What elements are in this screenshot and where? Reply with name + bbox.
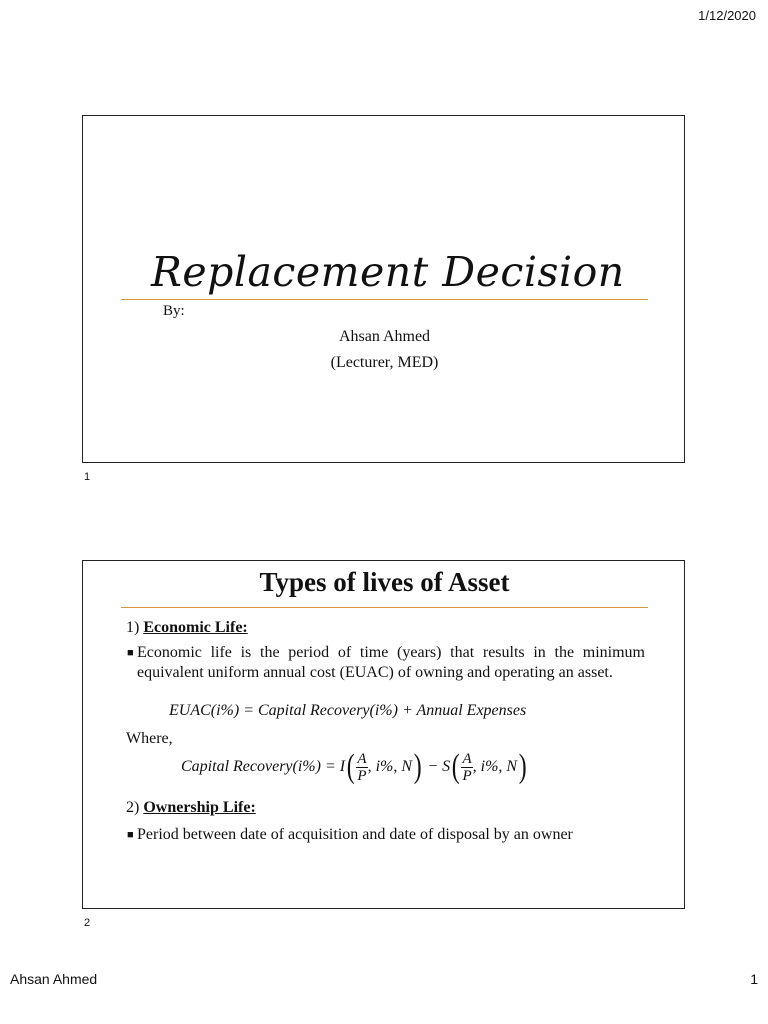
cr-args-1: , i%, N <box>367 758 413 775</box>
slide-1-affiliation: (Lecturer, MED) <box>330 354 439 371</box>
economic-life-bullet <box>127 643 645 683</box>
footer-page-number: 1 <box>750 971 758 987</box>
ownership-life-bullet <box>127 825 645 845</box>
ownership-life-label: Ownership Life: <box>143 799 256 816</box>
slide-2 <box>82 560 685 909</box>
euac-equation: EUAC(i%) = Capital Recovery(i%) + Annual Expenses <box>169 702 527 719</box>
economic-life-text: Economic life is the period of time (years) that results in the minimum equivalent uniform annual cost (EUAC) of owning and operating an asset. <box>137 644 645 681</box>
economic-life-label: Economic Life: <box>143 619 248 636</box>
cr-lhs: Capital Recovery(i%) = I <box>181 758 346 775</box>
cr-frac2-numerator: A <box>462 750 472 767</box>
cr-left-paren-1: ( <box>346 748 355 785</box>
cr-fraction-1 <box>356 751 367 784</box>
slide-2-title: Types of lives of Asset <box>259 567 510 597</box>
cr-minus: − S <box>423 758 451 775</box>
cr-frac1-numerator: A <box>357 750 367 767</box>
slide-1-by-label: By: <box>163 303 185 319</box>
bullet-square-icon: ■ <box>127 829 134 841</box>
capital-recovery-equation <box>181 747 528 787</box>
slide-2-title-rule <box>121 607 648 608</box>
bullet-square-icon: ■ <box>127 647 134 659</box>
footer-author: Ahsan Ahmed <box>10 971 98 987</box>
where-label: Where, <box>126 730 173 747</box>
economic-life-number: 1) <box>126 619 140 636</box>
ownership-life-heading <box>126 798 256 818</box>
ownership-life-number: 2) <box>126 799 140 816</box>
slide-1-number: 1 <box>84 471 91 483</box>
cr-args-2: , i%, N <box>472 758 518 775</box>
cr-right-paren-1: ) <box>413 748 422 785</box>
slide-1 <box>82 115 685 463</box>
page-date: 1/12/2020 <box>698 8 756 23</box>
slide-2-number: 2 <box>84 917 91 929</box>
slide-1-title-rule <box>121 299 648 300</box>
cr-right-paren-2: ) <box>518 748 527 785</box>
ownership-life-text: Period between date of acquisition and date of disposal by an owner <box>137 826 573 843</box>
cr-fraction-2 <box>461 751 472 784</box>
cr-left-paren-2: ( <box>451 748 460 785</box>
slide-1-author: Ahsan Ahmed <box>338 328 431 345</box>
cr-frac2-denominator: P <box>462 767 472 784</box>
economic-life-heading <box>126 618 248 638</box>
cr-frac1-denominator: P <box>357 767 367 784</box>
slide-1-title: Replacement Decision <box>151 248 625 296</box>
